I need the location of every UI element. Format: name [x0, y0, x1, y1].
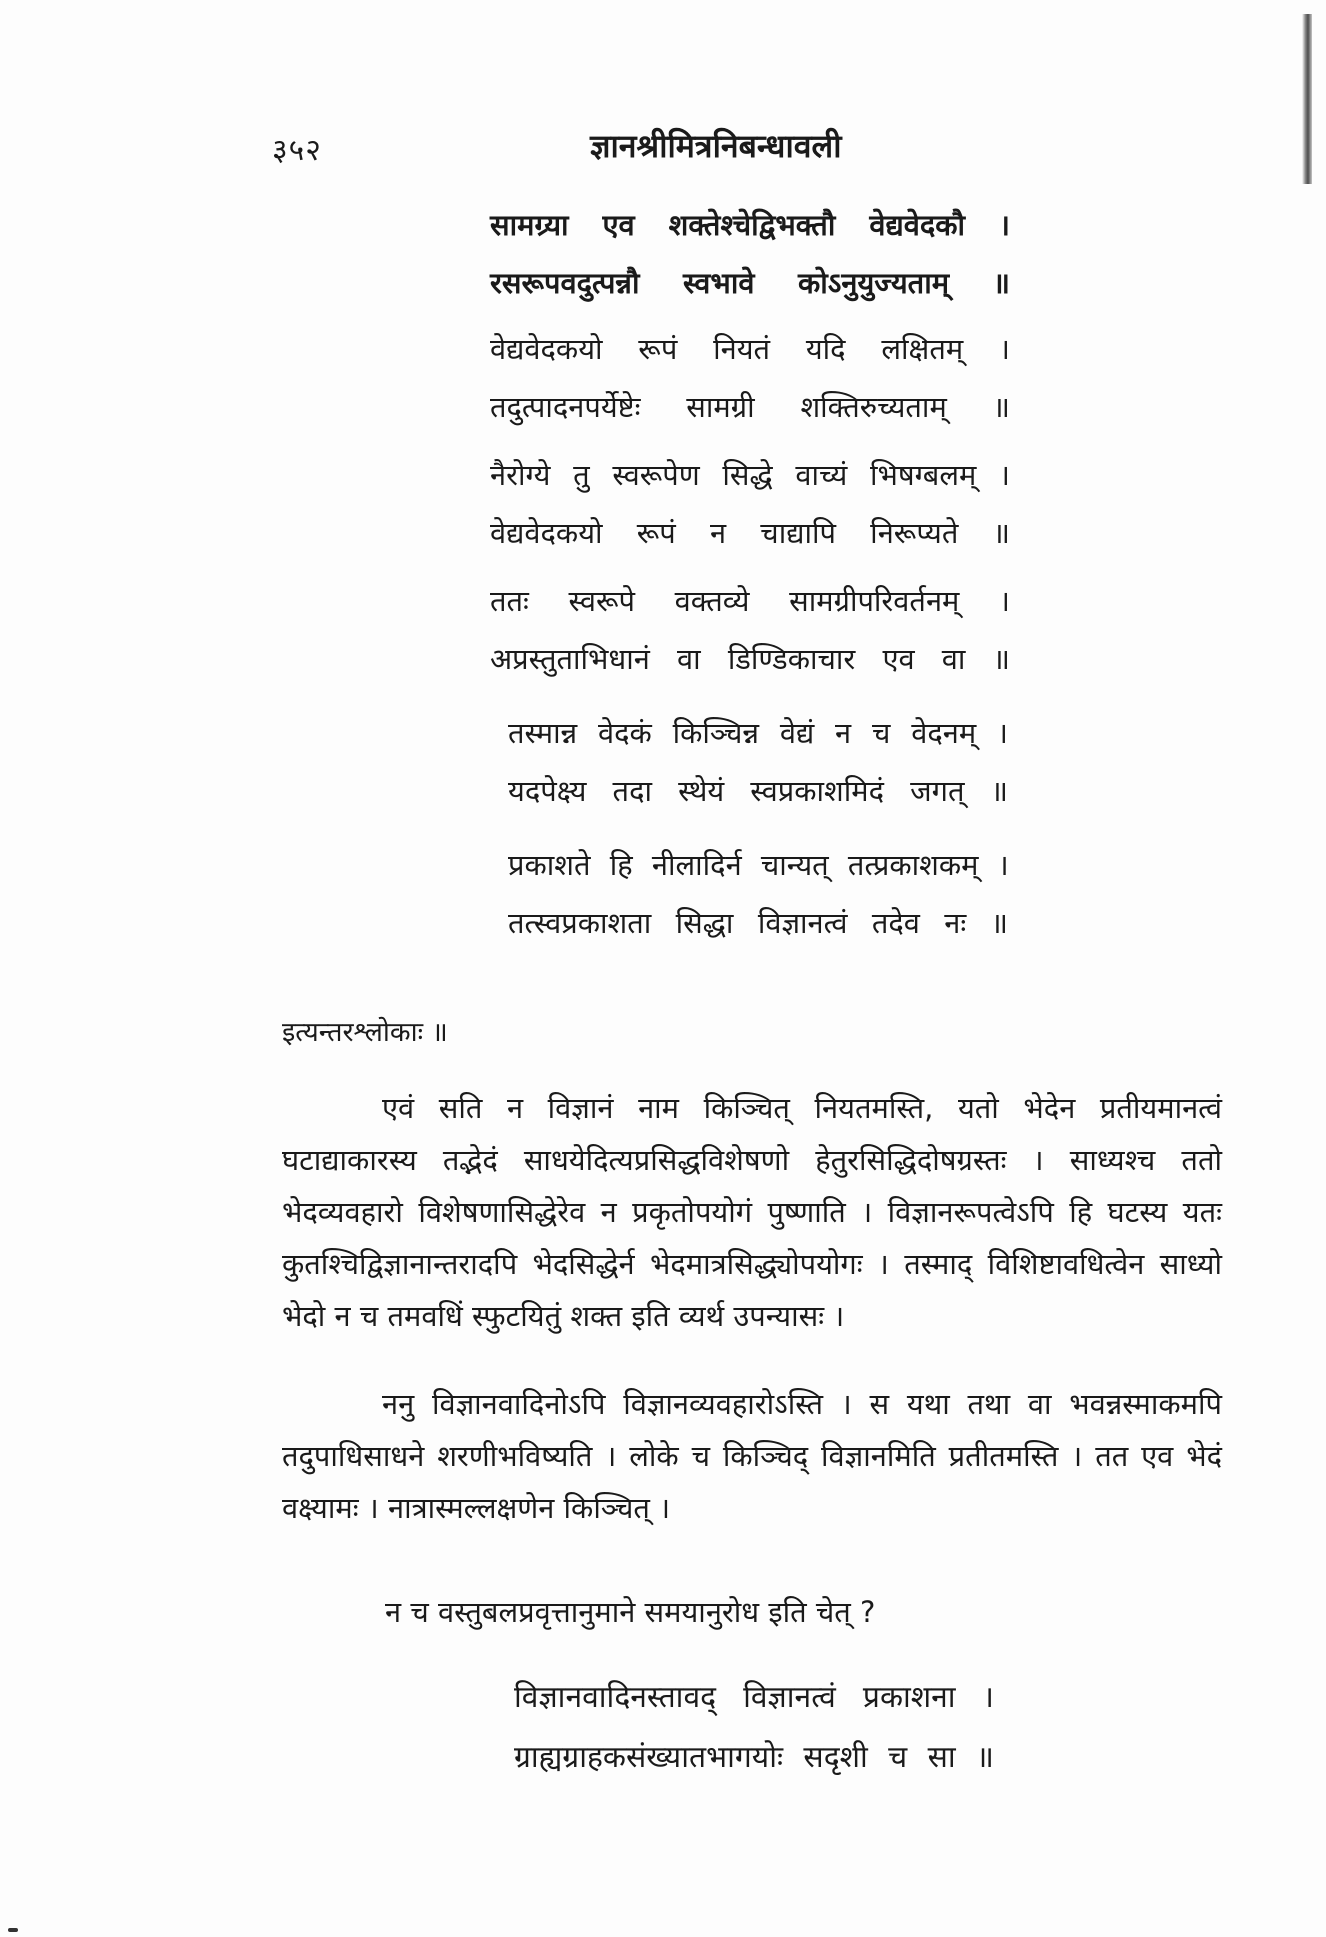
verse-line: यदपेक्ष्य तदा स्थेयं स्वप्रकाशमिदं जगत् ॥ [508, 774, 1008, 808]
verse-line: ततः स्वरूपे वक्तव्ये सामग्रीपरिवर्तनम् । [490, 584, 1010, 618]
verse-line: ग्राह्यग्राहकसंख्यातभागयोः सदृशी च सा ॥ [514, 1740, 994, 1775]
paragraph-2 [282, 1378, 1222, 1534]
verse-line: प्रकाशते हि नीलादिर्न चान्यत् तत्प्रकाशकम् । [508, 848, 1009, 882]
verse-line: नैरोग्ये तु स्वरूपेण सिद्धे वाच्यं भिषग्बलम् । [490, 458, 1010, 492]
verse-line: तस्मान्न वेदकं किञ्चिन्न वेद्यं न च वेदनम् । [508, 716, 1008, 750]
verse-line: अप्रस्तुताभिधानं वा डिण्डिकाचार एव वा ॥ [490, 642, 1010, 676]
scan-speck [8, 1928, 18, 1932]
paragraph-text: एवं सति न विज्ञानं नाम किञ्चित् नियतमस्ति, यतो भेदेन प्रतीयमानत्वं घटाद्याकारस्य तद्भेदं साधयेदित्यप्रसिद्धविशेषणो हेतुरसिद्धिदोषग्रस्तः । साध्यश्च ततो भेदव्यवहारो विशेषणासिद्धेरेव न प्रकृतोपयोगं पुष्णाति । विज्ञानरूपत्वेऽपि हि घटस्य यतः कुतश्चिद्विज्ञानान्तरादपि भेदसिद्धेर्न भेदमात्रसिद्ध्योपयोगः । तस्माद् विशिष्टावधित्वेन साध्यो भेदो न च तमवधिं स्फुटयितुं शक्त इति व्यर्थ उपन्यासः । [282, 1091, 1222, 1333]
scan-edge-shadow [1302, 14, 1312, 184]
verse-line: सामग्र्या एव शक्तेश्चेद्विभक्तौ वेद्यवेदकौ । [490, 208, 1010, 242]
verse-line: विज्ञानवादिनस्तावद् विज्ञानत्वं प्रकाशना । [514, 1680, 994, 1715]
verse-2 [490, 320, 1010, 436]
page-number: ३५२ [272, 133, 322, 168]
verse-3 [490, 446, 1010, 562]
verse-line: वेद्यवेदकयो रूपं नियतं यदि लक्षितम् । [490, 332, 1010, 366]
paragraph-text: ननु विज्ञानवादिनोऽपि विज्ञानव्यवहारोऽस्ति । स यथा तथा वा भवन्नस्माकमपि तदुपाधिसाधने शरणीभविष्यति । लोके च किञ्चिद् विज्ञानमिति प्रतीतमस्ति । तत एव भेदं वक्ष्यामः । नात्रास्मल्लक्षणेन किञ्चित् । [282, 1387, 1222, 1525]
verse-5 [508, 704, 1008, 820]
inter-verse-note: इत्यन्तरश्लोकाः ॥ [282, 1017, 448, 1048]
verse-line: तदुत्पादनपर्येष्टेः सामग्री शक्तिरुच्यताम् ॥ [490, 390, 1010, 424]
verse-1 [490, 196, 1010, 312]
final-verse [514, 1668, 994, 1788]
verse-line: वेद्यवेदकयो रूपं न चाद्यापि निरूप्यते ॥ [490, 516, 1010, 550]
running-title: ज्ञानश्रीमित्रनिबन्धावली [590, 127, 842, 165]
verse-6 [508, 836, 1008, 952]
verse-line: रसरूपवदुत्पन्नौ स्वभावे कोऽनुयुज्यताम् ॥ [490, 266, 1010, 300]
paragraph-1 [282, 1082, 1222, 1342]
verse-4 [490, 572, 1010, 688]
verse-line: तत्स्वप्रकाशता सिद्धा विज्ञानत्वं तदेव नः ॥ [508, 906, 1008, 940]
paragraph-3: न च वस्तुबलप्रवृत्तानुमाने समयानुरोध इति चेत् ? [385, 1595, 876, 1629]
